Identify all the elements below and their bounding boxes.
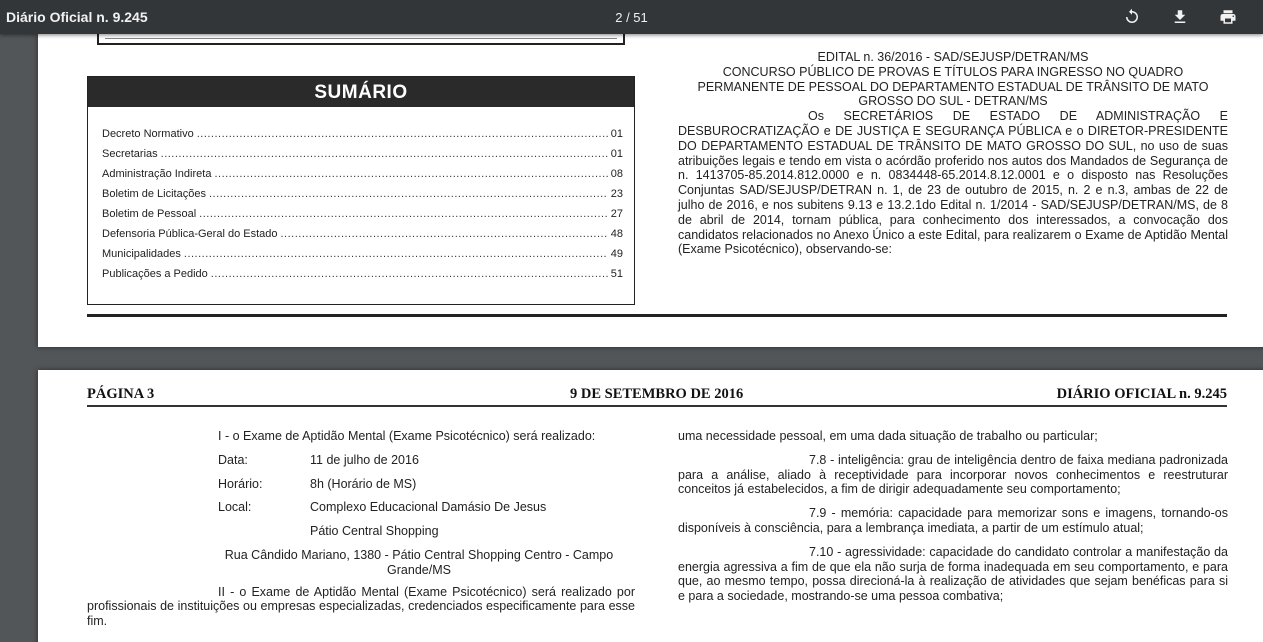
rotate-icon [1123,8,1141,26]
item-ii: II - o Exame de Aptidão Mental (Exame Psicotécnico) será realizado por profissionais de instituições ou empresas especializadas, credenciados especificamente para esse fim. [87,584,635,629]
summary-list [102,128,623,288]
paragraph-continuation: uma necessidade pessoal, em uma dada situação de trabalho ou particular; [678,429,1098,443]
edital-subtitle: CONCURSO PÚBLICO DE PROVAS E TÍTULOS PARA INGRESSO NO QUADRO PERMANENTE DE PESSOAL DO DEPARTAMENTO ESTADUAL DE TRÂNSITO DE MATO GROSSO DO SUL - DETRAN/MS [697,64,1209,109]
edital-body: Os SECRETÁRIOS DE ESTADO DE ADMINISTRAÇÃO E DESBUROCRATIZAÇÃO e DE JUSTIÇA E SEGURANÇA PÚBLICA e o DIRETOR-PRESIDENTE DO DEPARTAMENTO ESTADUAL DE TRÂNSITO DE MATO GROSSO DO SUL, no uso de suas atribuições legais e tendo em vista o acórdão proferido nos autos dos Mandados de Segurança de n. 1413705-85.2014.812.0000 e n. 0834448-65.2014.8.12.0001 e o disposto nas Resoluções Conjuntas SAD/SEJUSP/DETRAN n. 1, de 23 de outubro de 2015, n. 2 e n.3, ambas de 22 de julho de 2016, e nos subitens 9.13 e 13.2.1do Edital n. 1/2014 - SAD/SEJUSP/DETRAN/MS, de 8 de abril de 2014, tornam pública, para conhecimento dos interessados, a convocação dos candidatos relacionados no Anexo Único a este Edital, para realizarem o Exame de Aptidão Mental (Exame Psicotécnico), observando-se: [678,109,1228,257]
date-value: 11 de julho de 2016 [310,452,419,467]
paragraph-7-8: 7.8 - inteligência: grau de inteligência dentro de faixa mediana padronizada para a análise, aliado à receptividade para incorporar novos conhecimentos e reestruturar conceitos já estabelecidos, a fim de dirigir adequadamente seu comportamento; [678,452,1228,497]
summary-title: SUMÁRIO [88,77,634,107]
summary-item[interactable]: Publicações a Pedido ..... 51 [102,268,623,288]
location-value-2: Pátio Central Shopping [310,524,439,539]
date-header: 9 DE SETEMBRO DE 2016 [570,386,744,402]
pdf-toolbar [0,0,1263,34]
exam-location-row [87,500,635,515]
edital-title: EDITAL n. 36/2016 - SAD/SEJUSP/DETRAN/MS [817,50,1089,64]
header-rule [87,405,1227,407]
summary-item[interactable]: Administração Indireta ..... 08 [102,168,623,188]
summary-item[interactable]: Boletim de Licitações ..... 23 [102,188,623,208]
print-icon [1219,8,1237,26]
summary-item[interactable]: Decreto Normativo ..... 01 [102,128,623,148]
exam-date-row [87,453,635,468]
date-label: Data: [218,452,248,467]
time-value: 8h (Horário de MS) [310,476,417,491]
summary-item[interactable]: Defensoria Pública-Geral do Estado ..... 48 [102,228,623,248]
rotate-button[interactable] [1119,4,1145,30]
summary-box [87,76,635,305]
pdf-page-2 [38,34,1263,347]
left-column [87,429,635,629]
summary-item[interactable]: Secretarias ..... 01 [102,148,623,168]
exam-time-row [87,477,635,492]
edital-notice [678,50,1228,257]
page-divider [87,314,1227,317]
summary-item[interactable]: Boletim de Pessoal ..... 27 [102,208,623,228]
exam-address: Rua Cândido Mariano, 1380 - Pátio Central Shopping Centro - Campo Grande/MS [224,547,614,577]
right-column [678,429,1228,613]
time-label: Horário: [218,476,263,491]
page-indicator: 2 / 51 [615,10,648,25]
pdf-page-3 [38,370,1263,642]
journal-header: DIÁRIO OFICIAL n. 9.245 [1056,386,1227,402]
page-number-header: PÁGINA 3 [87,386,155,402]
paragraph-7-10: 7.10 - agressividade: capacidade do candidato controlar a manifestação da energia agressiva a fim de que ela não surja de forma inadequada em seu comportamento, e para que, ao mesmo tempo, possa direcioná-la à realização de atividades que sejam benéficas para si e para a sociedade, mostrando-se uma pessoa combativa; [678,544,1228,604]
location-label: Local: [218,500,252,515]
download-icon [1171,8,1189,26]
exam-intro: I - o Exame de Aptidão Mental (Exame Psicotécnico) será realizado: [218,429,596,443]
print-button[interactable] [1215,4,1241,30]
location-value: Complexo Educacional Damásio De Jesus [310,500,547,515]
download-button[interactable] [1167,4,1193,30]
exam-location-row-2 [87,524,635,539]
document-title: Diário Oficial n. 9.245 [6,9,148,25]
paragraph-7-9: 7.9 - memória: capacidade para memorizar sons e imagens, tornando-os disponíveis à consciência, para a lembrança imediata, a partir de um estímulo atual; [678,506,1228,535]
summary-item[interactable]: Municipalidades ..... 49 [102,248,623,268]
